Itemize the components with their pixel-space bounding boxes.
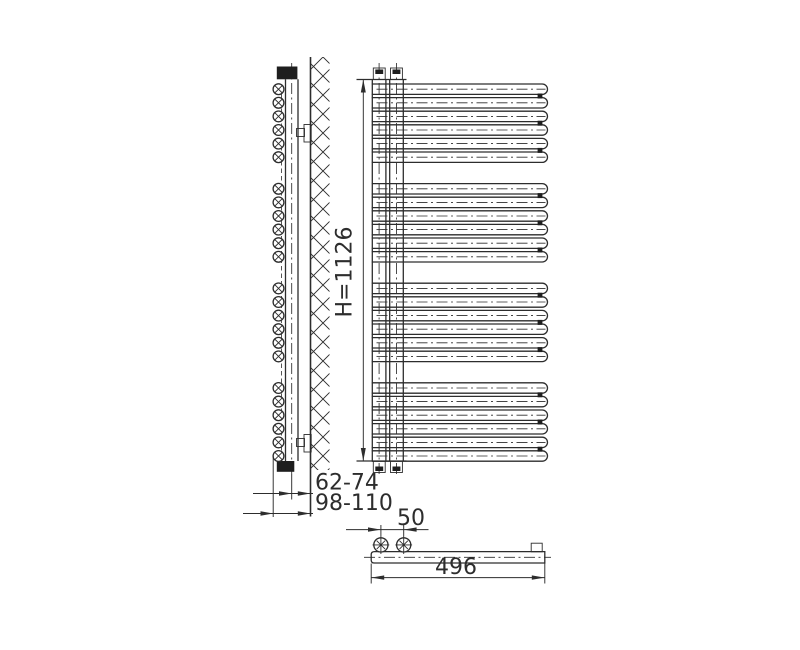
tube-u-bend [538,193,543,198]
dim-62-74-label: 62-74 [315,470,379,496]
tube-u-connectors [538,94,543,452]
tube-u-bend [538,392,543,397]
side-tube-ends [273,84,284,462]
tube-u-bend [538,347,543,352]
tube-u-bend [538,447,543,452]
dimension-arrow [261,511,274,515]
dimension-arrow [368,527,381,531]
wall-bracket-bottom [297,435,312,453]
wall-hatch [311,57,330,470]
tube-u-bend [538,420,543,425]
tube-u-bend [538,121,543,126]
dimension-arrow [371,575,384,579]
dim-496-label: 496 [435,554,477,580]
side-bottom-cap [277,461,295,472]
tube-u-bend [538,320,543,325]
tube-u-bend [538,148,543,153]
dimension-arrow [298,511,311,515]
tube-u-bend [538,248,543,253]
tube-u-bend [538,94,543,99]
air-vent-tab [531,543,542,552]
dim-50-label: 50 [397,506,425,531]
dimension-arrow [298,491,311,495]
front-tubes [372,84,548,461]
dimension-arrow-up [361,80,366,93]
dimension-arrow-down [361,448,366,461]
dimension-arrow [279,491,292,495]
height-dimension-label: H=1126 [332,226,358,318]
dim-98-110-label: 98-110 [315,491,393,516]
dimension-arrow [532,575,545,579]
wall-bracket-top [297,125,312,143]
tube-u-bend [538,220,543,225]
tube-u-bend [538,293,543,298]
height-dimension [333,80,366,462]
front-view [333,63,548,478]
side-view [273,57,329,517]
front-top-caps [373,68,402,80]
width-dimension [371,555,545,584]
side-top-cap [277,67,298,80]
bottom-view [346,506,551,584]
